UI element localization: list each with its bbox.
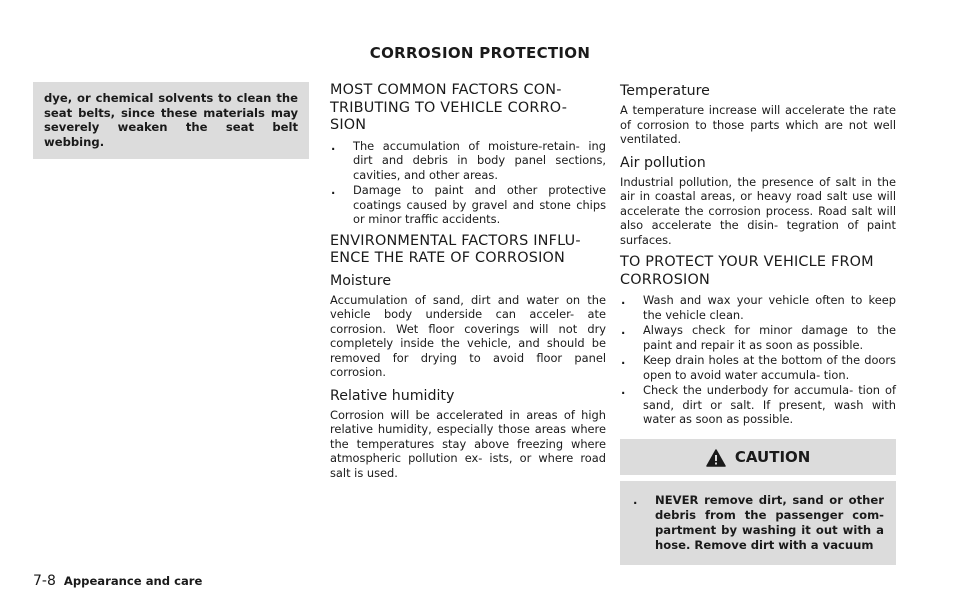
page-number: 7-8 [33, 573, 56, 589]
list-item: . Wash and wax your vehicle often to keep the vehicle clean. [621, 293, 896, 322]
column-left [33, 82, 309, 159]
warning-icon [706, 449, 726, 467]
caution-label: CAUTION [734, 447, 811, 466]
section-name: Appearance and care [63, 574, 203, 588]
air-pollution-text: Industrial pollution, the presence of salt in the air in coastal areas, or heavy road salt use will accelerate the corrosion process. Road salt will also accelerate the disin- tegration of paint surfaces. [620, 174, 896, 247]
list-item: . Keep drain holes at the bottom of the doors open to avoid water accumula- tion. [621, 353, 896, 382]
common-factors-list [330, 139, 606, 227]
list-item: . NEVER remove dirt, sand or other debris from the passenger com- partment by washing it out with a hose. Remove dirt with a vacuum [633, 492, 884, 552]
page-header: CORROSION PROTECTION [369, 44, 591, 62]
list-item: . Damage to paint and other protective coatings caused by gravel and stone chips or minor traffic accidents. [331, 183, 606, 226]
moisture-text: Accumulation of sand, dirt and water on the vehicle body underside can acceler- ate corrosion. Wet floor coverings will not dry completely inside the vehicle, and should be removed for drying to avoid floor panel corrosion. [330, 292, 606, 379]
seat-belt-note: dye, or chemical solvents to clean the seat belts, since these materials may severely weaken the seat belt webbing. [33, 82, 309, 159]
subheading-temperature: Temperature [620, 83, 710, 99]
list-item: . The accumulation of moisture-retain- ing dirt and debris in body panel sections, cavities, and other areas. [331, 138, 606, 182]
caution-body [620, 475, 896, 565]
temperature-text: A temperature increase will accelerate the rate of corrosion to those parts which are not well ventilated. [620, 103, 896, 146]
column-middle [330, 82, 606, 487]
caution-header [620, 439, 896, 475]
caution-box [620, 439, 896, 565]
column-right [620, 82, 896, 565]
caution-list [632, 493, 884, 553]
section-title-protect: TO PROTECT YOUR VEHICLE FROM CORROSION [620, 254, 874, 288]
section-title-common-factors: MOST COMMON FACTORS CON- TRIBUTING TO VEHICLE CORRO- SION [330, 82, 568, 133]
protect-list [620, 293, 896, 427]
list-item: . Check the underbody for accumula- tion of sand, dirt or salt. If present, wash with water as soon as possible. [621, 383, 896, 426]
page-footer [33, 573, 202, 589]
subheading-moisture: Moisture [330, 272, 392, 289]
section-title-environmental: ENVIRONMENTAL FACTORS INFLU- ENCE THE RATE OF CORROSION [330, 232, 581, 266]
subheading-air-pollution: Air pollution [620, 154, 706, 171]
humidity-text: Corrosion will be accelerated in areas of high relative humidity, especially those areas where the temperatures stay above freezing where atmospheric pollution ex- ists, or where road salt is used. [330, 407, 606, 480]
list-item: . Always check for minor damage to the paint and repair it as soon as possible. [621, 323, 896, 352]
subheading-humidity: Relative humidity [330, 387, 455, 404]
